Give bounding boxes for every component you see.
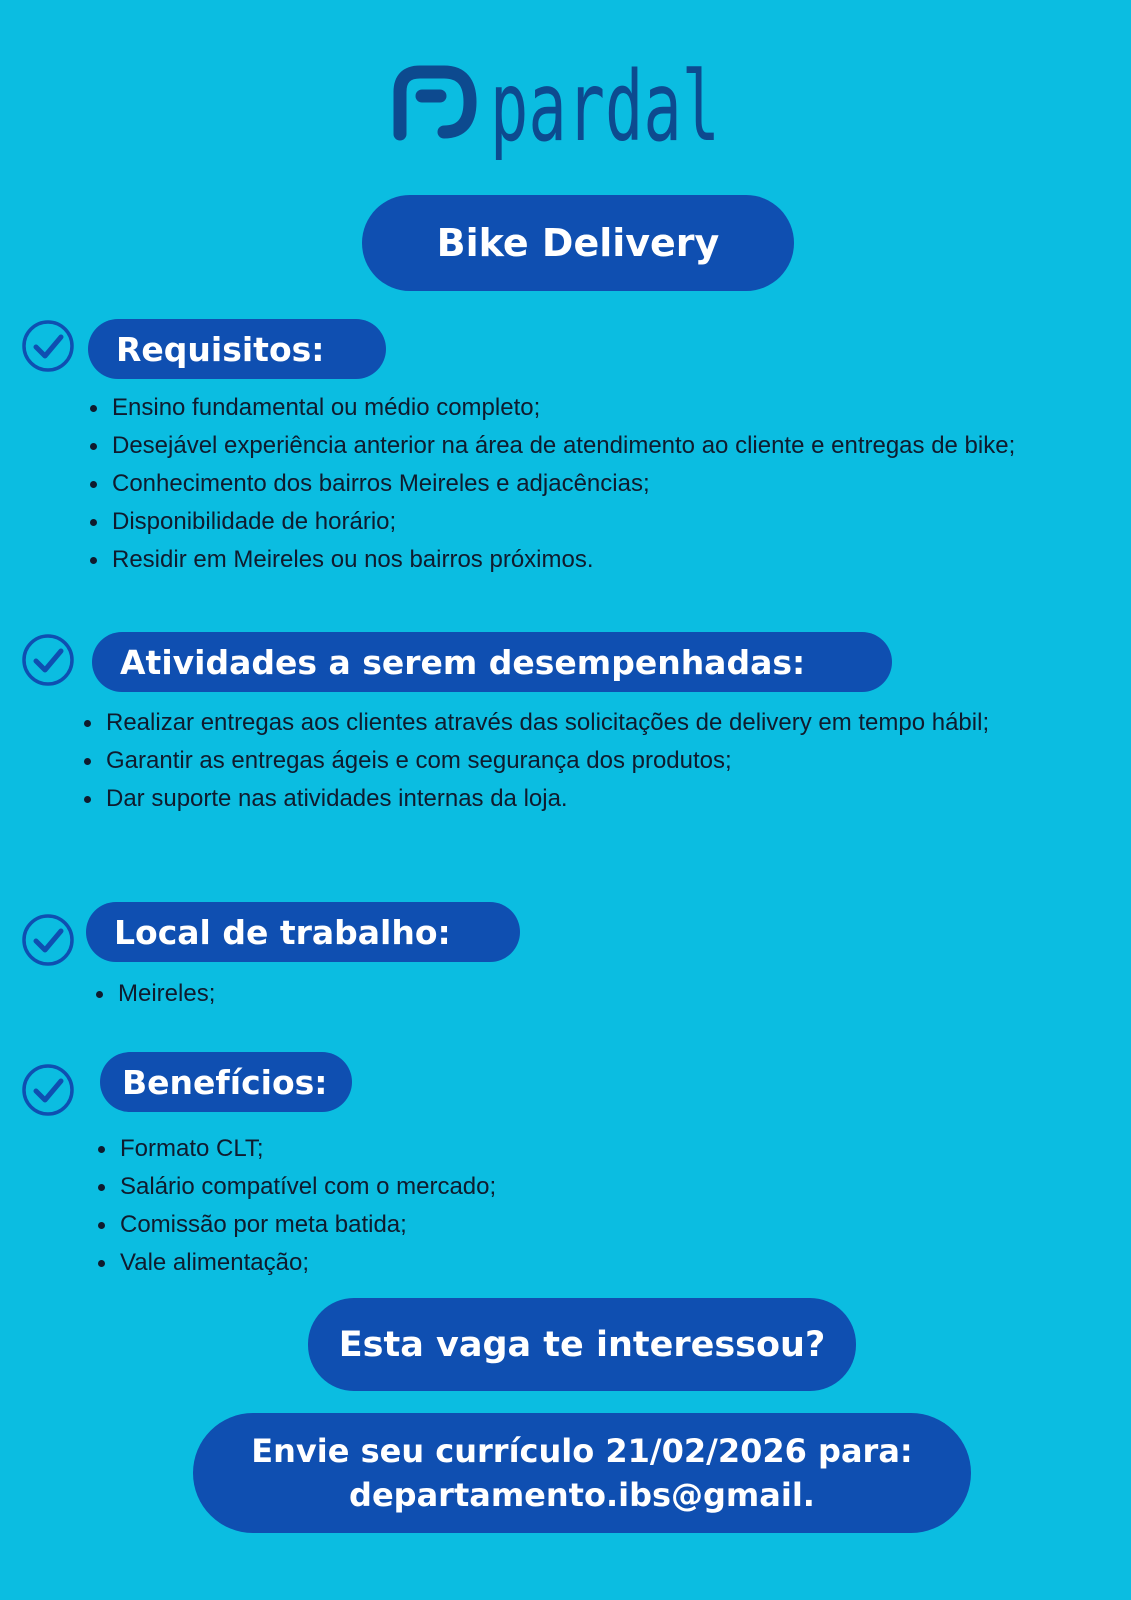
list-item: Ensino fundamental ou médio completo; (90, 389, 1115, 427)
check-circle-icon (20, 1062, 76, 1118)
atividades-list (84, 704, 1094, 818)
requisitos-heading: Requisitos: (88, 319, 386, 379)
pardal-logo (392, 51, 732, 172)
list-item: Salário compatível com o mercado; (98, 1168, 798, 1206)
list-item: Realizar entregas aos clientes através das solicitações de delivery em tempo hábil; (84, 704, 1094, 742)
check-circle-icon (20, 318, 76, 374)
list-item: Meireles; (96, 975, 696, 1013)
list-item: Vale alimentação; (98, 1244, 798, 1282)
job-title-pill: Bike Delivery (362, 195, 794, 291)
cta-send-line1: Envie seu currículo 21/02/2026 para: (251, 1432, 913, 1470)
bird-logo-icon (400, 72, 470, 134)
beneficios-list (98, 1130, 798, 1282)
list-item: Formato CLT; (98, 1130, 798, 1168)
local-list (96, 975, 696, 1013)
list-item: Desejável experiência anterior na área de atendimento ao cliente e entregas de bike; (90, 427, 1115, 465)
cta-email: departamento.ibs@gmail. (349, 1476, 815, 1514)
list-item: Residir em Meireles ou nos bairros próximos. (90, 541, 1115, 579)
requisitos-list (90, 389, 1115, 579)
check-circle-icon (20, 912, 76, 968)
cta-question-pill: Esta vaga te interessou? (308, 1298, 856, 1391)
atividades-heading: Atividades a serem desempenhadas: (92, 632, 892, 692)
check-circle-icon (20, 632, 76, 688)
beneficios-heading: Benefícios: (100, 1052, 352, 1112)
list-item: Dar suporte nas atividades internas da loja. (84, 780, 1094, 818)
local-heading: Local de trabalho: (86, 902, 520, 962)
cta-send-pill (193, 1413, 971, 1533)
list-item: Comissão por meta batida; (98, 1206, 798, 1244)
list-item: Disponibilidade de horário; (90, 503, 1115, 541)
logo-wordmark: pardal (490, 51, 720, 163)
list-item: Garantir as entregas ágeis e com segurança dos produtos; (84, 742, 1094, 780)
list-item: Conhecimento dos bairros Meireles e adjacências; (90, 465, 1115, 503)
